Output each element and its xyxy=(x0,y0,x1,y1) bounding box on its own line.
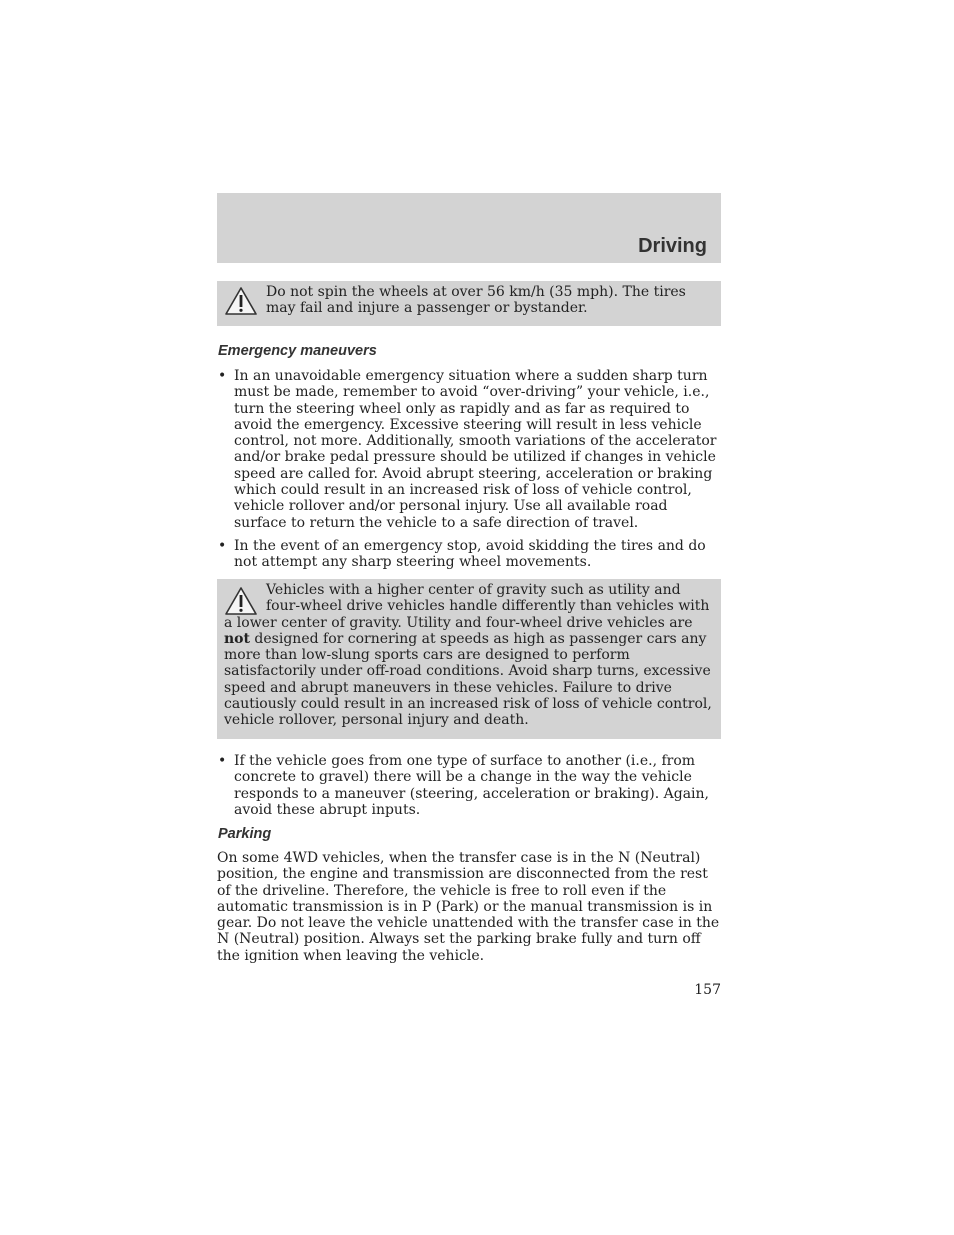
chapter-title: Driving xyxy=(638,235,707,257)
warning-text-part2: designed for cornering at speeds as high as passenger cars any more than low-slung sports cars are designed to perform satisfactorily under off-road conditions. Avoid sharp turns, excessive speed and abrupt maneuvers in these vehicles. Failure to drive cautiously could result in an increased risk of loss of vehicle control, vehicle rollover, personal injury and death. xyxy=(224,630,712,729)
page-number: 157 xyxy=(694,982,721,998)
surface-bullet-list xyxy=(217,753,723,818)
warning-box-center-of-gravity xyxy=(217,579,721,739)
emergency-bullet-list xyxy=(217,368,723,571)
warning-text-part1: Vehicles with a higher center of gravity such as utility and four-wheel drive vehicles handle differently than vehicles with a lower center of gravity. Utility and four-wheel drive vehicles are xyxy=(224,582,710,631)
warning-triangle-icon xyxy=(224,586,258,616)
section-heading-emergency: Emergency maneuvers xyxy=(218,343,377,359)
chapter-header-band xyxy=(217,193,721,263)
warning-box-wheel-spin xyxy=(217,281,721,326)
warning-text: Do not spin the wheels at over 56 km/h (35 mph). The tires may fail and injure a passenger or bystander. xyxy=(266,284,686,317)
section-heading-parking: Parking xyxy=(218,826,272,842)
warning-text-emphasis: not xyxy=(224,630,250,647)
list-item: • If the vehicle goes from one type of surface to another (i.e., from concrete to gravel) there will be a change in the way the vehicle responds to a maneuver (steering, acceleration or braking). Again, avoid these abrupt inputs. xyxy=(218,753,709,818)
warning-triangle-icon xyxy=(224,286,258,316)
list-item: • In an unavoidable emergency situation where a sudden sharp turn must be made, remember to avoid “over-driving” your vehicle, i.e., turn the steering wheel only as rapidly and as far as required to avoid the emergency. Excessive steering will result in less vehicle control, not more. Additionally, smooth variations of the accelerator and/or brake pedal pressure should be utilized if changes in vehicle speed are called for. Avoid abrupt steering, acceleration or braking which could result in an increased risk of loss of vehicle control, vehicle rollover and/or personal injury. Use all available road surface to return the vehicle to a safe direction of travel. xyxy=(218,368,717,531)
parking-paragraph: On some 4WD vehicles, when the transfer case is in the N (Neutral) position, the engine and transmission are disconnected from the rest of the driveline. Therefore, the vehicle is free to roll even if the automatic transmission is in P (Park) or the manual transmission is in gear. Do not leave the vehicle unattended with the transfer case in the N (Neutral) position. Always set the parking brake fully and turn off the ignition when leaving the vehicle. xyxy=(217,850,720,964)
list-item: • In the event of an emergency stop, avoid skidding the tires and do not attempt any sharp steering wheel movements. xyxy=(218,537,706,571)
